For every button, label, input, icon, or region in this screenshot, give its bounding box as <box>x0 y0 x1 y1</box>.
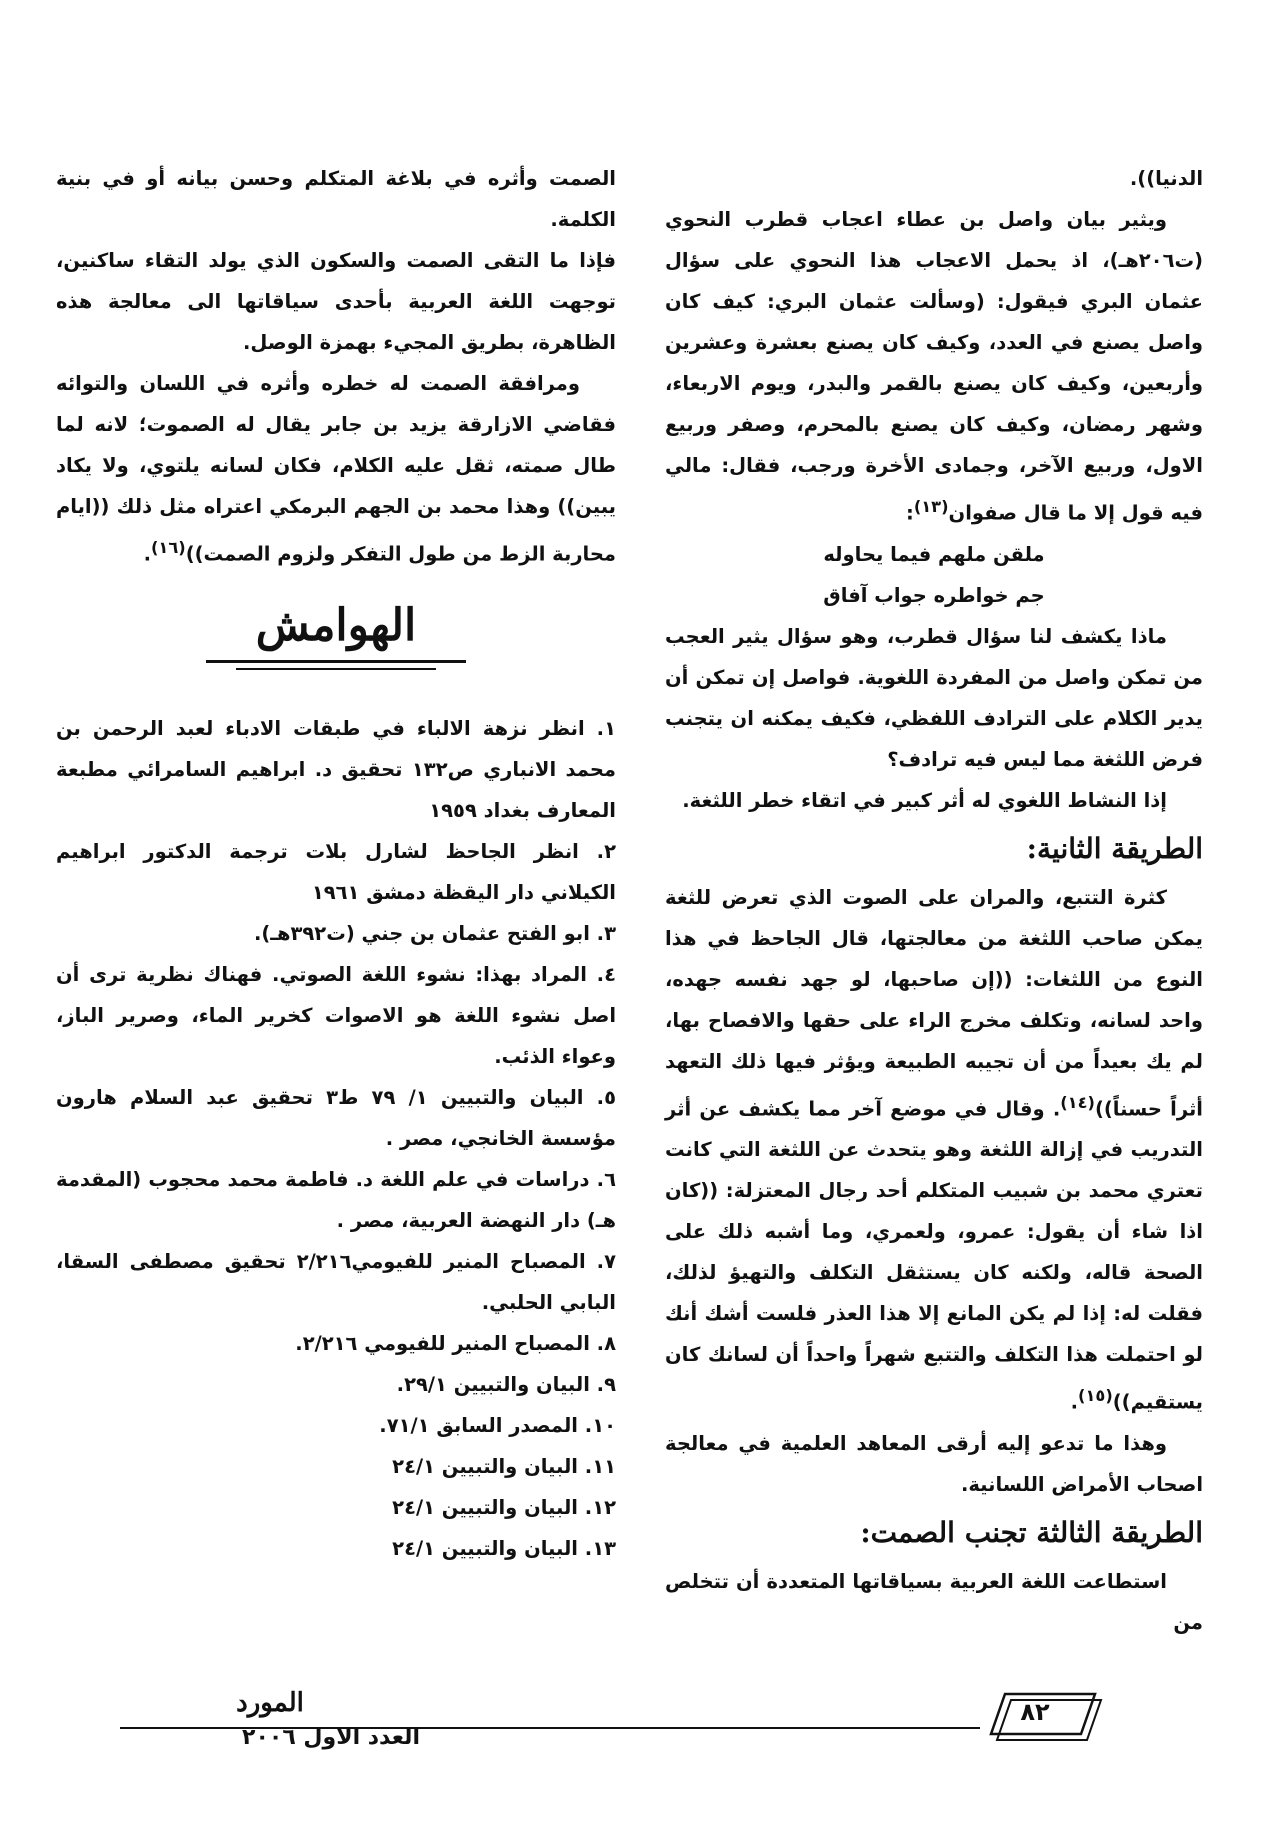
poem-verse: جم خواطره جواب آفاق <box>823 583 1045 607</box>
page-number: ٨٢ <box>1020 1698 1050 1726</box>
subheading: الطريقة الثانية: <box>1026 831 1203 865</box>
footnote: ١١. البيان والتبيين ٢٤/١ <box>392 1454 616 1478</box>
paragraph: استطاعت اللغة العربية بسياقاتها المتعددة أن تتخلص من <box>665 1569 1203 1634</box>
footnote: ٨. المصباح المنير للفيومي ٢/٢١٦. <box>295 1331 616 1355</box>
footnote: ٧. المصباح المنير للفيومي٢/٢١٦ تحقيق مصطفى السقا، البابي الحلبي. <box>56 1249 616 1314</box>
footnote: ١٢. البيان والتبيين ٢٤/١ <box>392 1495 616 1519</box>
paragraph <box>665 199 1203 534</box>
heading-underline <box>236 668 436 672</box>
paragraph: وهذا ما تدعو إليه أرقى المعاهد العلمية في معالجة اصحاب الأمراض اللسانية. <box>665 1431 1203 1496</box>
section-title: الهوامش <box>255 599 417 651</box>
footnote: ١٠. المصدر السابق ٧١/١. <box>379 1413 616 1437</box>
footnote-ref: (١٤) <box>1060 1092 1095 1112</box>
subheading: الطريقة الثالثة تجنب الصمت: <box>860 1515 1203 1549</box>
footnote-ref: (١٦) <box>150 538 186 557</box>
paragraph-text: كثرة التتبع، والمران على الصوت الذي تعرض للثغة يمكن صاحب اللثغة من معالجتها، قال الجاحظ في هذا النوع من اللثغات: ((إن صاحبها، لو جهد نفسه جهده، واحد لسانه، وتكلف مخرج الراء على حقها والافصاح بها، لم يك بعيداً من أن تجيبه الطبيعة ويؤثر فيها ذلك التعهد أثراً حسناً)) <box>665 885 1203 1120</box>
footnote: ١. انظر نزهة الالباء في طبقات الادباء لعبد الرحمن بن محمد الانباري ص١٣٢ تحقيق د. ابراهيم السامرائي مطبعة المعارف بغداد ١٩٥٩ <box>56 716 616 822</box>
paragraph-text: ومرافقة الصمت له خطره وأثره في اللسان والتوائه فقاضي الازارقة يزيد بن جابر يقال له الصموت؛ لانه لما طال صمته، ثقل عليه الكلام، فكان لسانه يلتوي، ولا يكاد يبين)) وهذا محمد بن الجهم البرمكي اعتراه مثل ذلك ((ايام محاربة الزط من طول التفكر ولزوم الصمت)) <box>56 372 616 566</box>
footnote: ١٣. البيان والتبيين ٢٤/١ <box>392 1536 616 1560</box>
paragraph-text: : <box>906 501 914 525</box>
footnote-ref: (١٣) <box>913 497 949 516</box>
footnotes-list <box>56 708 616 1569</box>
footnote-ref: (١٥) <box>1078 1386 1113 1405</box>
paragraph: ماذا يكشف لنا سؤال قطرب، وهو سؤال يثير العجب من تمكن واصل من المفردة اللغوية. فواصل إن تمكن أن يدير الكلام على الترادف اللفظي، فكيف يمكنه ان يتجنب فرض اللثغة مما ليس فيه ترادف؟ <box>665 624 1203 771</box>
page-number-badge <box>985 1690 1105 1746</box>
footnote: ٦. دراسات في علم اللغة د. فاطمة محمد محجوب (المقدمة هـ) دار النهضة العربية، مصر . <box>56 1167 616 1232</box>
paragraph <box>56 363 616 575</box>
journal-name: المورد <box>236 1688 304 1718</box>
footnote: ٢. انظر الجاحظ لشارل بلات ترجمة الدكتور ابراهيم الكيلاني دار اليقظة دمشق ١٩٦١ <box>56 839 616 904</box>
paragraph: إذا النشاط اللغوي له أثر كبير في اتقاء خطر اللثغة. <box>682 788 1167 812</box>
paragraph-text: . <box>143 542 151 566</box>
paragraph: الدنيا)). <box>1129 167 1203 190</box>
left-column <box>56 158 616 1569</box>
paragraph: الصمت وأثره في بلاغة المتكلم وحسن بيانه أو في بنية الكلمة. <box>56 167 616 231</box>
issue-info: العدد الاول ٢٠٠٦ <box>242 1725 420 1750</box>
footnote: ٩. البيان والتبيين ٢٩/١. <box>396 1372 616 1396</box>
right-column <box>665 158 1203 1643</box>
paragraph: فإذا ما التقى الصمت والسكون الذي يولد التقاء ساكنين، توجهت اللغة العربية بأحدى سياقاتها الى معالجة هذه الظاهرة، بطريق المجيء بهمزة الوصل. <box>56 249 616 354</box>
paragraph <box>665 877 1203 1423</box>
section-heading <box>56 599 616 654</box>
poem-verse: ملقن ملهم فيما يحاوله <box>823 542 1045 566</box>
heading-underline <box>206 660 466 666</box>
footnote: ٤. المراد بهذا: نشوء اللغة الصوتي. فهناك نظرية ترى أن اصل نشوء اللغة هو الاصوات كخرير الماء، وصرير الباز، وعواء الذئب. <box>56 962 616 1068</box>
footnote: ٥. البيان والتبيين ١/ ٧٩ ط٣ تحقيق عبد السلام هارون مؤسسة الخانجي، مصر . <box>56 1085 616 1150</box>
footnote: ٣. ابو الفتح عثمان بن جني (ت٣٩٢هـ). <box>253 921 616 945</box>
paragraph-text: ويثير بيان واصل بن عطاء اعجاب قطرب النحوي (ت٢٠٦هـ)، اذ يحمل الاعجاب هذا النحوي على سؤال عثمان البري فيقول: (وسألت عثمان البري: كيف كان واصل يصنع في العدد، وكيف كان يصنع بعشرة وعشرين وأربعين، وكيف كان يصنع بالقمر والبدر، ويوم الاربعاء، وشهر رمضان، وكيف كان يصنع بالمحرم، وصفر وربيع الاول، وربيع الآخر، وجمادى الأخرة ورجب، فقال: مالي فيه قول إلا ما قال صفوان <box>665 208 1203 525</box>
paragraph-text: . وقال في موضع آخر مما يكشف عن أثر التدريب في إزالة اللثغة وهو يتحدث عن اللثغة التي كانت تعتري محمد بن شبيب المتكلم أحد رجال المعتزلة: ((كان اذا شاء أن يقول: عمرو، ولعمري، وما أشبه ذلك على الصحة قاله، ولكنه كان يستثقل التكلف والتهيؤ لذلك، فقلت له: إذا لم يكن المانع إلا هذا العذر فلست أشك أنك لو احتملت هذا التكلف والتتبع شهراً واحداً أن لسانك كان يستقيم)) <box>665 1097 1203 1414</box>
paragraph-text: . <box>1070 1390 1079 1414</box>
